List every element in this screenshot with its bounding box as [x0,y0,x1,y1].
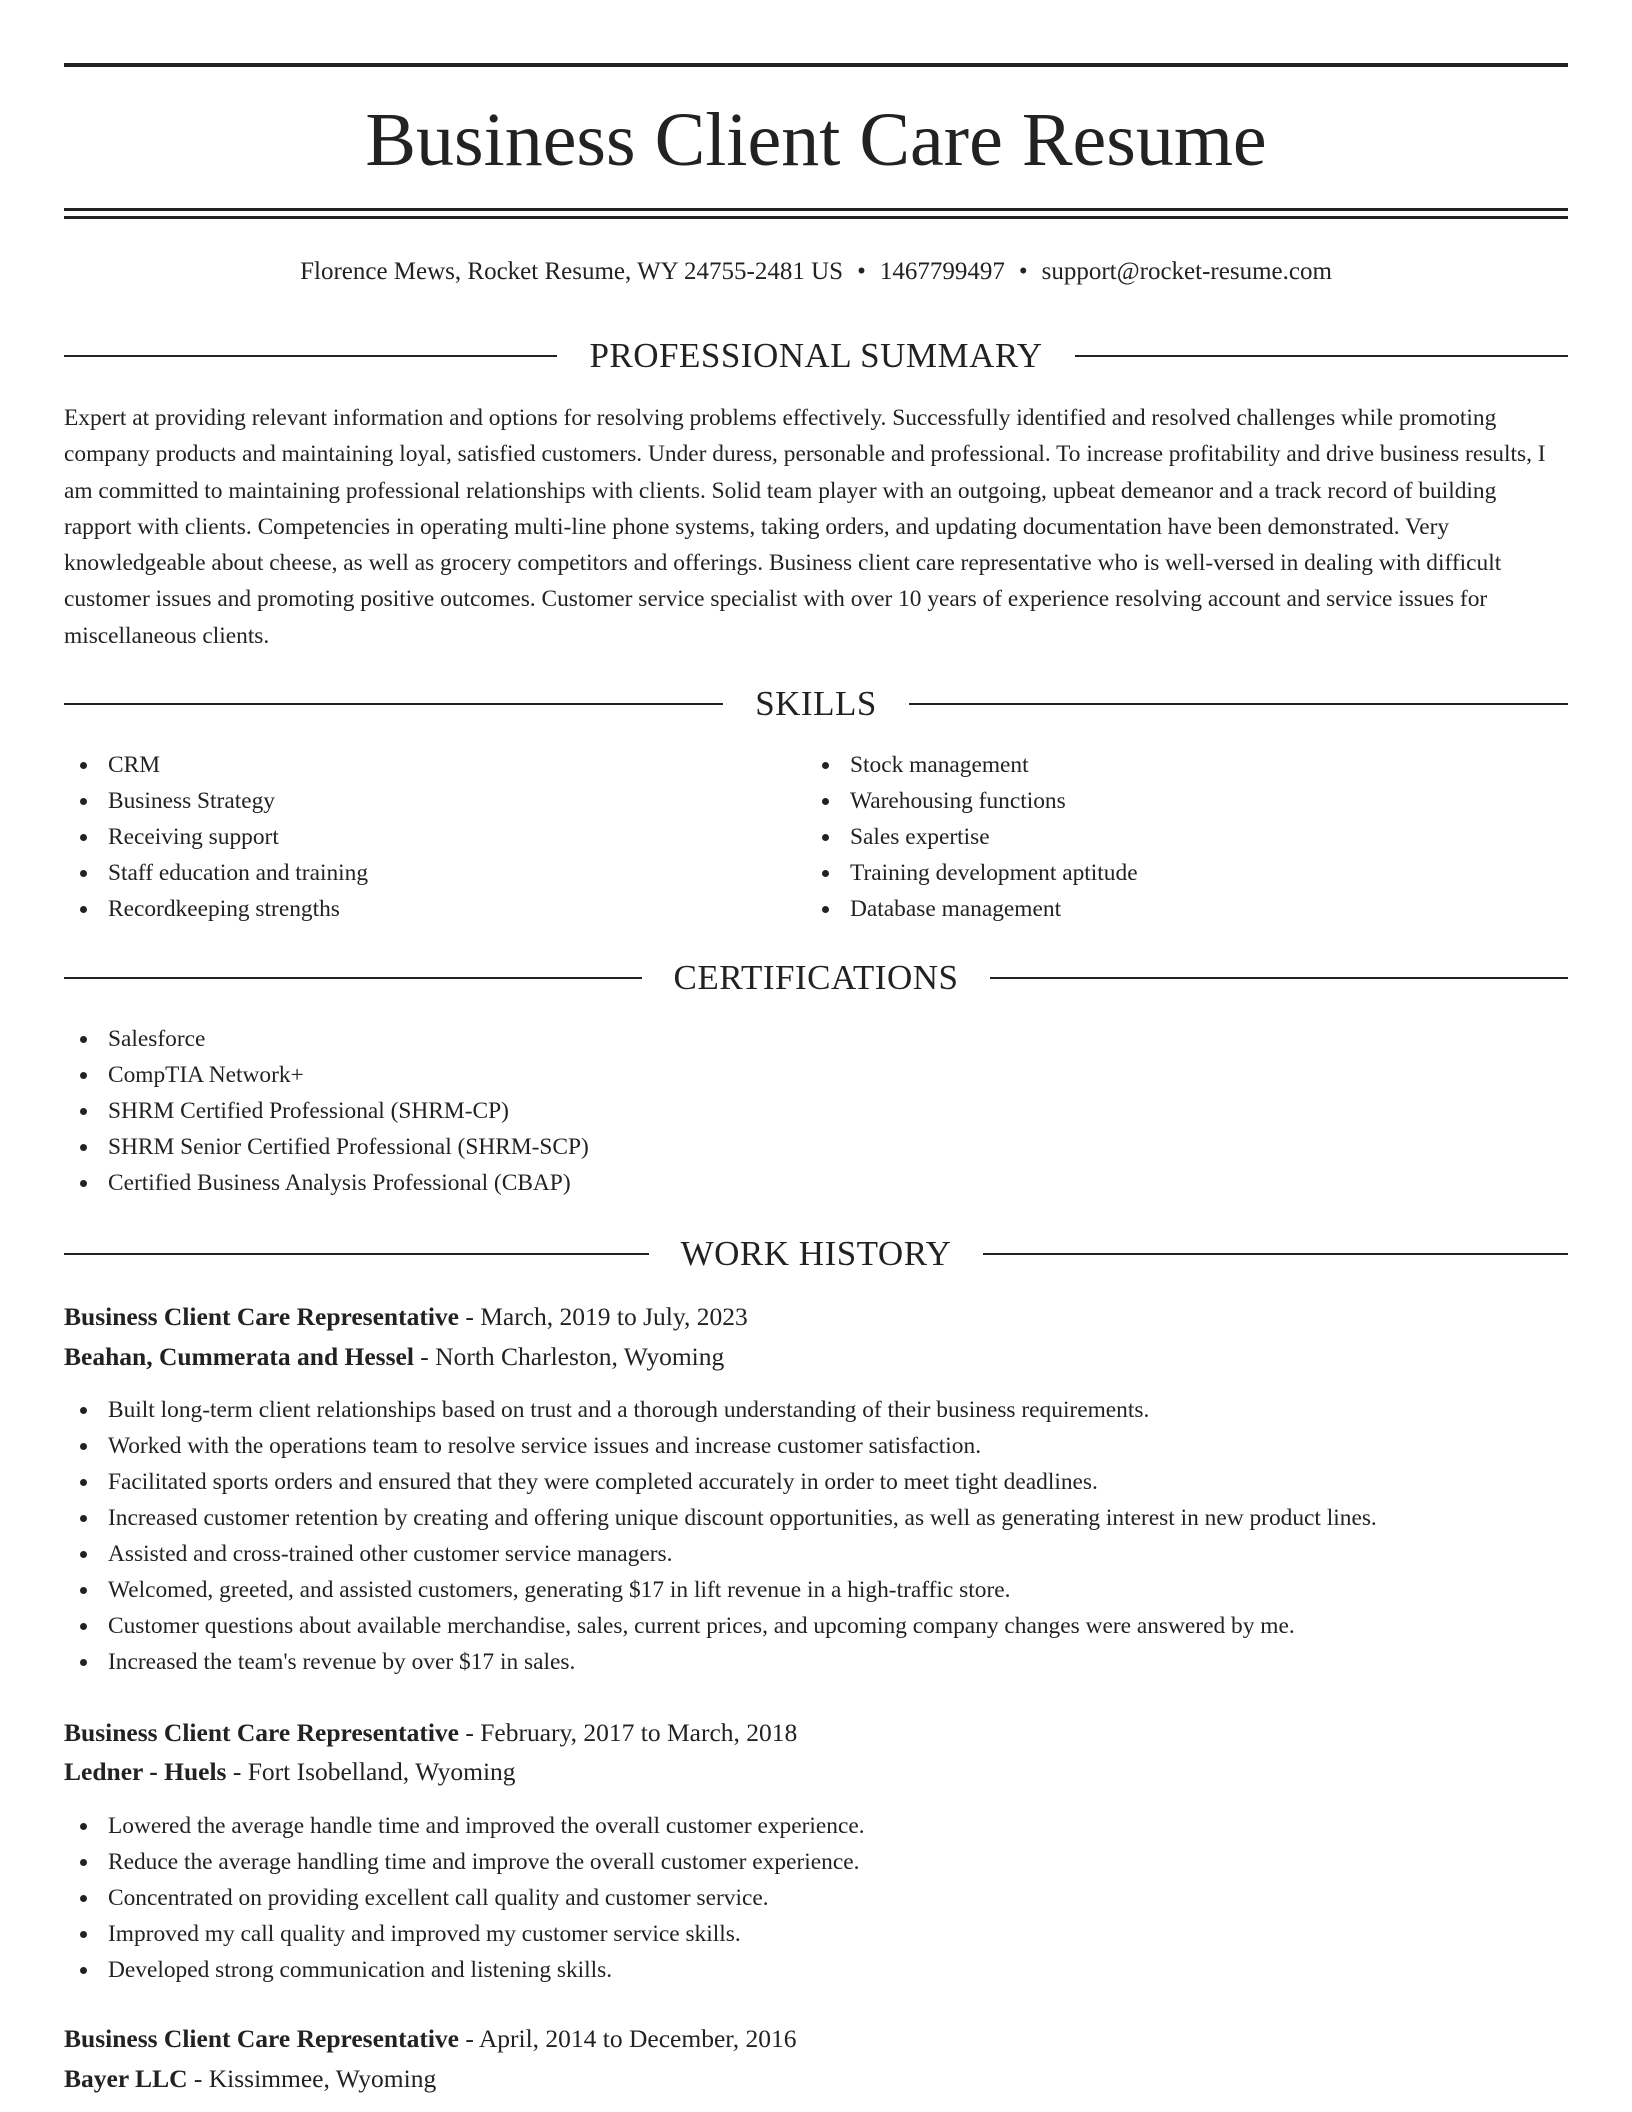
title-rule-upper [64,208,1568,211]
job-duties-list [64,1392,1568,1680]
summary-heading [64,334,1568,378]
job-duty: Lowered the average handle time and improved the overall customer experience. [64,1808,1568,1844]
job-company-line [64,1755,1568,1789]
heading-rule-left [64,355,557,357]
heading-rule-left [64,1253,649,1255]
work-history-heading [64,1232,1568,1276]
heading-rule-left [64,703,723,705]
skill-item: Training development aptitude [806,855,1546,891]
job-title-line [64,1716,1568,1750]
skills-heading-label: SKILLS [755,684,877,723]
work-history-heading-label: WORK HISTORY [680,1234,952,1273]
contact-email: support@rocket-resume.com [1041,258,1332,285]
skills-list-right [806,747,1546,927]
skills-list-left [64,747,804,927]
certifications-heading [64,956,1568,1000]
certifications-list [64,1021,1568,1201]
title-rule-lower [64,216,1568,219]
job-title-line [64,1300,1568,1334]
heading-rule-right [909,703,1568,705]
resume-title: Business Client Care Resume [365,98,1267,182]
job-duty: Increased customer retention by creating and offering unique discount opportunities, as well as generating interest in new product lines. [64,1500,1568,1536]
summary-text: Expert at providing relevant information and options for resolving problems effectively. Successfully identified and resolved challenges while promoting company products and maintaining loyal, satisfied customers. Under duress, personable and professional. To increase profitability and drive business results, I am committed to maintaining professional relationships with clients. Solid team player with an outgoing, upbeat demeanor and a track record of building rapport with clients. Competencies in operating multi-line phone systems, taking orders, and updating documentation have been demonstrated. Very knowledgeable about cheese, as well as grocery competitors and offerings. Business client care representative who is well-versed in dealing with difficult customer issues and promoting positive outcomes. Customer service specialist with over 10 years of experience resolving account and service issues for miscellaneous clients. [64,405,1546,649]
job-company-line [64,1340,1568,1374]
job-location: - North Charleston, Wyoming [413,1342,725,1371]
certification-item: SHRM Senior Certified Professional (SHRM-SCP) [64,1129,1568,1165]
heading-rule-right [990,977,1568,979]
job-duty: Worked with the operations team to resolve service issues and increase customer satisfaction. [64,1428,1568,1464]
job-duty: Assisted and cross-trained other customer service managers. [64,1536,1568,1572]
job-company: Bayer LLC [64,2064,188,2093]
job-company: Ledner - Huels [64,1757,227,1786]
job-location: - Kissimmee, Wyoming [187,2064,437,2093]
contact-separator: • [857,258,866,285]
job-duty: Developed strong communication and listening skills. [64,1952,1568,1988]
job-dates: - April, 2014 to December, 2016 [459,2024,797,2053]
certification-item: Salesforce [64,1021,1568,1057]
skills-heading [64,682,1568,726]
skill-item: Sales expertise [806,819,1546,855]
job-title-line [64,2022,1568,2056]
certifications-heading-label: CERTIFICATIONS [673,958,959,997]
job-dates: - February, 2017 to March, 2018 [459,1718,798,1747]
skill-item: Database management [806,891,1546,927]
job-duty: Customer questions about available merchandise, sales, current prices, and upcoming company changes were answered by me. [64,1608,1568,1644]
heading-rule-right [983,1253,1568,1255]
job-duty: Facilitated sports orders and ensured that they were completed accurately in order to meet tight deadlines. [64,1464,1568,1500]
job-location: - Fort Isobelland, Wyoming [226,1757,516,1786]
contact-separator: • [1018,258,1028,285]
skill-item: Staff education and training [64,855,804,891]
certification-item: Certified Business Analysis Professional (CBAP) [64,1165,1568,1201]
job-duties-list [64,1808,1568,1988]
job-duty: Concentrated on providing excellent call quality and customer service. [64,1880,1568,1916]
heading-rule-left [64,977,642,979]
job-duty: Reduce the average handling time and improve the overall customer experience. [64,1844,1568,1880]
job-duty: Built long-term client relationships based on trust and a thorough understanding of their business requirements. [64,1392,1568,1428]
summary-heading-label: PROFESSIONAL SUMMARY [589,336,1043,375]
certification-item: SHRM Certified Professional (SHRM-CP) [64,1093,1568,1129]
contact-line [64,256,1568,288]
job-dates: - March, 2019 to July, 2023 [459,1302,748,1331]
top-rule [64,63,1568,67]
skill-item: Recordkeeping strengths [64,891,804,927]
job-company: Beahan, Cummerata and Hessel [64,1342,414,1371]
job-duty: Welcomed, greeted, and assisted customers, generating $17 in lift revenue in a high-traffic store. [64,1572,1568,1608]
skill-item: CRM [64,747,804,783]
contact-phone: 1467799497 [879,258,1005,285]
heading-rule-right [1075,355,1568,357]
job-title: Business Client Care Representative [64,2024,459,2053]
certification-item: CompTIA Network+ [64,1057,1568,1093]
contact-address: Florence Mews, Rocket Resume, WY 24755-2481 US [300,258,844,285]
skill-item: Stock management [806,747,1546,783]
skill-item: Business Strategy [64,783,804,819]
job-duty: Increased the team's revenue by over $17 in sales. [64,1644,1568,1680]
job-duty: Improved my call quality and improved my customer service skills. [64,1916,1568,1952]
job-title: Business Client Care Representative [64,1302,459,1331]
job-company-line [64,2062,1568,2096]
skill-item: Receiving support [64,819,804,855]
job-title: Business Client Care Representative [64,1718,459,1747]
skill-item: Warehousing functions [806,783,1546,819]
